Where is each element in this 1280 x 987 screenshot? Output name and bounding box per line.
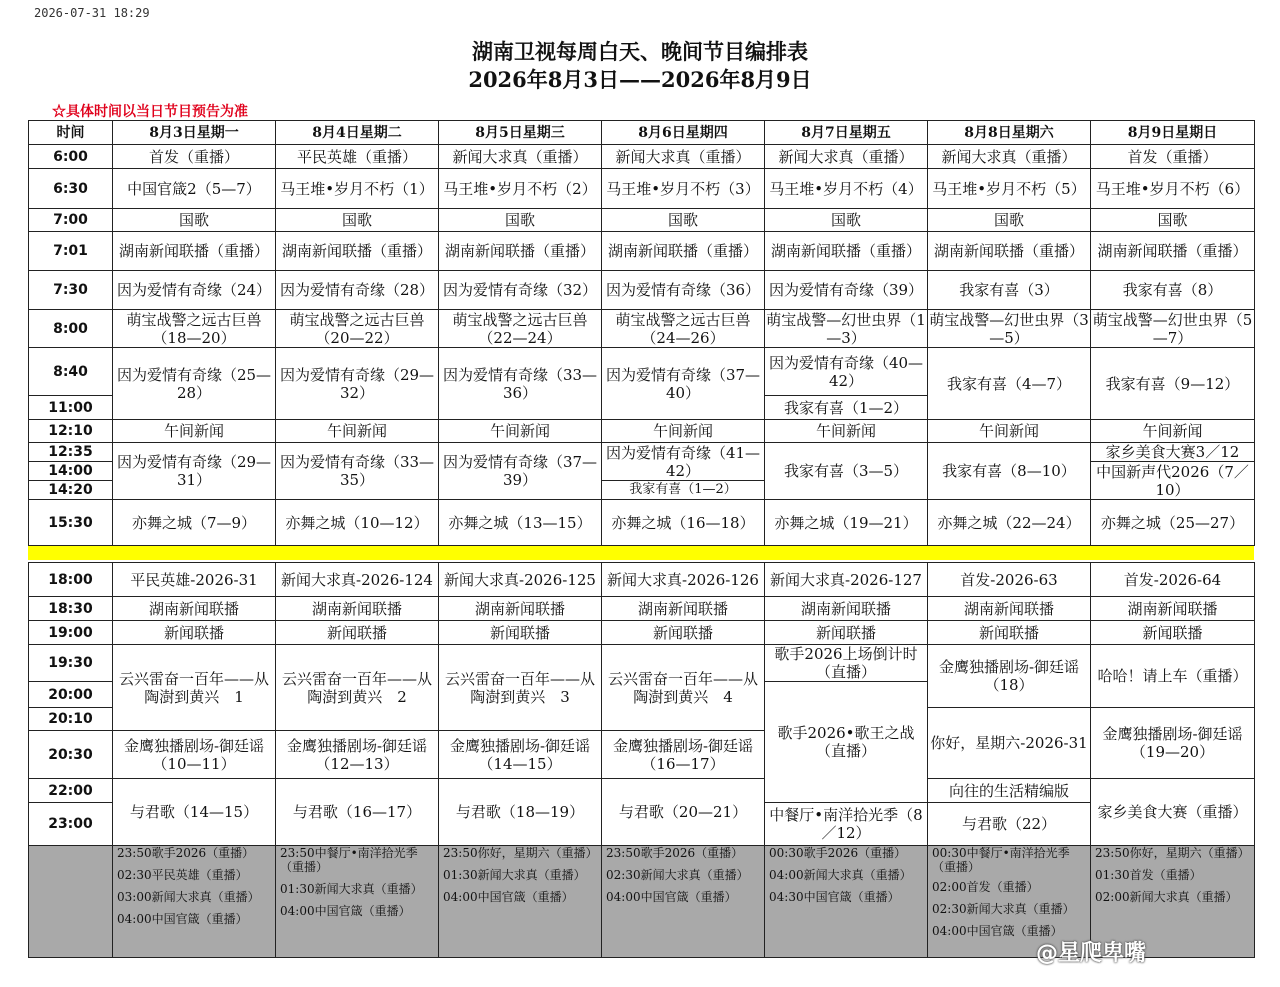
program-cell: 因为爱情有奇缘（41—42） — [602, 443, 765, 481]
program-cell: 因为爱情有奇缘（29—32） — [276, 348, 439, 420]
program-cell: 午间新闻 — [928, 420, 1091, 443]
late-night-entry: 04:30中国官箴（重播） — [769, 890, 900, 904]
program-cell: 中餐厅•南洋拾光季（8／12） — [765, 803, 928, 846]
program-cell: 新闻大求真（重播） — [439, 145, 602, 169]
program-cell: 新闻联播 — [928, 621, 1091, 645]
program-cell: 新闻大求真-2026-126 — [602, 563, 765, 597]
program-cell: 国歌 — [1091, 209, 1255, 232]
time-cell: 7:30 — [29, 271, 113, 310]
table-row — [29, 500, 1255, 546]
program-cell: 歌手2026上场倒计时（直播） — [765, 645, 928, 682]
late-night-entry: 04:00中国官箴（重播） — [443, 890, 574, 904]
program-cell: 因为爱情有奇缘（40—42） — [765, 348, 928, 396]
program-cell: 你好，星期六-2026-31 — [928, 708, 1091, 779]
program-cell: 萌宝战警之远古巨兽（18—20） — [113, 310, 276, 348]
late-night-entry: 00:30中餐厅•南洋拾光季（重播） — [932, 846, 1070, 874]
program-cell: 新闻联播 — [765, 621, 928, 645]
program-cell: 我家有喜（1—2） — [765, 396, 928, 420]
program-cell: 与君歌（20—21） — [602, 779, 765, 846]
program-cell: 马王堆•岁月不朽（4） — [765, 169, 928, 209]
time-cell: 18:00 — [29, 563, 113, 597]
time-cell: 6:00 — [29, 145, 113, 169]
program-cell: 首发-2026-64 — [1091, 563, 1255, 597]
program-cell: 国歌 — [602, 209, 765, 232]
program-cell: 云兴雷奋一百年——从陶澍到黄兴 4 — [602, 645, 765, 731]
program-cell: 亦舞之城（22—24） — [928, 500, 1091, 546]
program-cell: 马王堆•岁月不朽（3） — [602, 169, 765, 209]
late-night-entry: 02:00新闻大求真（重播） — [1095, 890, 1238, 904]
table-row — [29, 271, 1255, 310]
program-cell: 湖南新闻联播（重播） — [439, 232, 602, 271]
time-cell: 14:20 — [29, 481, 113, 500]
program-cell: 新闻大求真-2026-125 — [439, 563, 602, 597]
program-cell: 金鹰独播剧场-御廷谣（18） — [928, 645, 1091, 708]
program-cell: 亦舞之城（7—9） — [113, 500, 276, 546]
program-cell: 午间新闻 — [1091, 420, 1255, 443]
table-row — [29, 348, 1255, 396]
late-night-entry: 02:00首发（重播） — [932, 880, 1039, 894]
late-night-entry: 04:00中国官箴（重播） — [117, 912, 248, 926]
table-row — [29, 145, 1255, 169]
divider-bar — [28, 546, 1254, 560]
program-cell: 萌宝战警—幻世虫界（5—7） — [1091, 310, 1255, 348]
program-cell: 午间新闻 — [602, 420, 765, 443]
watermark: @星爬卑嘴 — [1036, 941, 1147, 966]
program-cell: 金鹰独播剧场-御廷谣（16—17） — [602, 731, 765, 779]
time-cell: 22:00 — [29, 779, 113, 803]
day-header: 8月7日星期五 — [765, 121, 928, 145]
program-cell: 中国新声代2026（7／10） — [1091, 462, 1255, 500]
program-cell: 因为爱情有奇缘（33—36） — [439, 348, 602, 420]
table-row — [29, 232, 1255, 271]
program-cell: 因为爱情有奇缘（32） — [439, 271, 602, 310]
program-cell: 亦舞之城（10—12） — [276, 500, 439, 546]
table-row — [29, 310, 1255, 348]
late-night-entry: 23:50你好，星期六（重播） — [1095, 846, 1250, 860]
program-cell: 我家有喜（1—2） — [602, 481, 765, 500]
late-night-entry: 00:30歌手2026（重播） — [769, 846, 907, 860]
time-cell: 20:10 — [29, 708, 113, 731]
program-cell: 家乡美食大赛（重播） — [1091, 779, 1255, 846]
program-cell: 我家有喜（8—10） — [928, 443, 1091, 500]
program-cell: 金鹰独播剧场-御廷谣（10—11） — [113, 731, 276, 779]
program-cell: 湖南新闻联播（重播） — [276, 232, 439, 271]
program-cell: 金鹰独播剧场-御廷谣（19—20） — [1091, 708, 1255, 779]
page-title: 湖南卫视每周白天、晚间节目编排表 — [472, 39, 808, 64]
program-cell: 金鹰独播剧场-御廷谣（14—15） — [439, 731, 602, 779]
header-row — [29, 121, 1255, 145]
program-cell: 午间新闻 — [113, 420, 276, 443]
time-cell: 11:00 — [29, 396, 113, 420]
table-row — [29, 597, 1255, 621]
program-cell: 新闻联播 — [602, 621, 765, 645]
day-header: 8月4日星期二 — [276, 121, 439, 145]
program-cell: 因为爱情有奇缘（39） — [765, 271, 928, 310]
late-night-cell — [113, 846, 276, 958]
late-night-cell — [439, 846, 602, 958]
time-cell: 8:40 — [29, 348, 113, 396]
program-cell: 新闻大求真-2026-127 — [765, 563, 928, 597]
program-cell: 萌宝战警之远古巨兽（22—24） — [439, 310, 602, 348]
program-cell: 湖南新闻联播（重播） — [602, 232, 765, 271]
program-cell: 湖南新闻联播（重播） — [1091, 232, 1255, 271]
late-night-cell — [276, 846, 439, 958]
late-night-cell — [602, 846, 765, 958]
table-row — [29, 621, 1255, 645]
program-cell: 湖南新闻联播 — [439, 597, 602, 621]
table-row — [29, 645, 1255, 682]
program-cell: 与君歌（22） — [928, 803, 1091, 846]
late-night-entry: 23:50歌手2026（重播） — [117, 846, 255, 860]
program-cell: 亦舞之城（16—18） — [602, 500, 765, 546]
program-cell: 因为爱情有奇缘（37—40） — [602, 348, 765, 420]
program-cell: 我家有喜（4—7） — [928, 348, 1091, 420]
table-row — [29, 563, 1255, 597]
program-cell: 马王堆•岁月不朽（2） — [439, 169, 602, 209]
program-cell: 中国官箴2（5—7） — [113, 169, 276, 209]
timestamp: 2026-07-31 18:29 — [34, 6, 150, 20]
program-cell: 国歌 — [928, 209, 1091, 232]
evening-schedule-table — [28, 562, 1255, 958]
program-cell: 午间新闻 — [439, 420, 602, 443]
late-night-entry: 01:30新闻大求真（重播） — [280, 882, 423, 896]
program-cell: 马王堆•岁月不朽（1） — [276, 169, 439, 209]
program-cell: 歌手2026•歌王之战（直播） — [765, 682, 928, 803]
program-cell: 新闻大求真-2026-124 — [276, 563, 439, 597]
table-row — [29, 443, 1255, 462]
program-cell: 哈哈！请上车（重播） — [1091, 645, 1255, 708]
time-cell: 14:00 — [29, 462, 113, 481]
program-cell: 与君歌（16—17） — [276, 779, 439, 846]
program-cell: 萌宝战警—幻世虫界（3—5） — [929, 310, 1089, 347]
program-cell: 因为爱情有奇缘（36） — [602, 271, 765, 310]
program-cell: 马王堆•岁月不朽（6） — [1091, 169, 1255, 209]
time-header: 时间 — [29, 121, 113, 145]
program-cell: 向往的生活精编版 — [928, 779, 1091, 803]
program-cell: 湖南新闻联播（重播） — [113, 232, 276, 271]
program-cell: 因为爱情有奇缘（29—31） — [113, 443, 276, 500]
daytime-schedule-table — [28, 120, 1255, 546]
date-range: 2026年8月3日——2026年8月9日 — [468, 67, 812, 92]
program-cell: 萌宝战警之远古巨兽（20—22） — [276, 310, 439, 348]
program-cell: 云兴雷奋一百年——从陶澍到黄兴 1 — [113, 645, 276, 731]
late-night-entry: 01:30首发（重播） — [1095, 868, 1202, 882]
time-cell: 18:30 — [29, 597, 113, 621]
late-night-entry: 03:00新闻大求真（重播） — [117, 890, 260, 904]
program-cell: 因为爱情有奇缘（33—35） — [276, 443, 439, 500]
time-cell: 20:00 — [29, 682, 113, 708]
program-cell: 新闻大求真（重播） — [765, 145, 928, 169]
program-cell: 新闻大求真（重播） — [928, 145, 1091, 169]
program-cell: 因为爱情有奇缘（25—28） — [113, 348, 276, 420]
late-night-entry: 01:30新闻大求真（重播） — [443, 868, 586, 882]
day-header: 8月3日星期一 — [113, 121, 276, 145]
program-cell: 云兴雷奋一百年——从陶澍到黄兴 3 — [439, 645, 602, 731]
program-cell: 亦舞之城（13—15） — [439, 500, 602, 546]
program-cell: 湖南新闻联播 — [113, 597, 276, 621]
program-cell: 湖南新闻联播 — [276, 597, 439, 621]
time-cell: 19:00 — [29, 621, 113, 645]
program-cell: 国歌 — [113, 209, 276, 232]
program-cell: 湖南新闻联播 — [765, 597, 928, 621]
late-night-entry: 23:50中餐厅•南洋拾光季（重播） — [280, 846, 418, 874]
schedule-note: ☆具体时间以当日节目预告为准 — [52, 104, 248, 120]
program-cell: 平民英雄-2026-31 — [113, 563, 276, 597]
late-night-cell — [765, 846, 928, 958]
program-cell: 我家有喜（3） — [928, 271, 1091, 310]
program-cell: 新闻联播 — [439, 621, 602, 645]
time-cell: 19:30 — [29, 645, 113, 682]
program-cell: 首发（重播） — [113, 145, 276, 169]
time-cell: 8:00 — [29, 310, 113, 348]
table-row — [29, 420, 1255, 443]
late-night-entry: 04:00新闻大求真（重播） — [769, 868, 912, 882]
program-cell: 我家有喜（3—5） — [765, 443, 928, 500]
late-night-entry: 04:00中国官箴（重播） — [280, 904, 411, 918]
table-row — [29, 169, 1255, 209]
time-cell: 12:10 — [29, 420, 113, 443]
time-cell: 7:01 — [29, 232, 113, 271]
program-cell: 湖南新闻联播（重播） — [928, 232, 1091, 271]
day-header: 8月8日星期六 — [928, 121, 1091, 145]
program-cell: 湖南新闻联播 — [602, 597, 765, 621]
program-cell: 家乡美食大赛3／12 — [1091, 443, 1255, 462]
program-cell: 湖南新闻联播（重播） — [765, 232, 928, 271]
late-night-entry: 02:30平民英雄（重播） — [117, 868, 248, 882]
program-cell: 金鹰独播剧场-御廷谣（12—13） — [276, 731, 439, 779]
time-cell: 12:35 — [29, 443, 113, 462]
time-cell: 23:00 — [29, 803, 113, 846]
program-cell: 萌宝战警—幻世虫界（1—3） — [766, 310, 926, 347]
program-cell: 因为爱情有奇缘（24） — [113, 271, 276, 310]
program-cell: 湖南新闻联播 — [928, 597, 1091, 621]
time-cell: 6:30 — [29, 169, 113, 209]
table-row — [29, 779, 1255, 803]
program-cell: 我家有喜（8） — [1091, 271, 1255, 310]
time-cell: 20:30 — [29, 731, 113, 779]
program-cell: 湖南新闻联播 — [1091, 597, 1255, 621]
program-cell: 国歌 — [276, 209, 439, 232]
program-cell: 新闻联播 — [1091, 621, 1255, 645]
program-cell: 亦舞之城（19—21） — [765, 500, 928, 546]
program-cell: 因为爱情有奇缘（28） — [276, 271, 439, 310]
program-cell: 因为爱情有奇缘（37—39） — [439, 443, 602, 500]
day-header: 8月5日星期三 — [439, 121, 602, 145]
table-row — [29, 209, 1255, 232]
program-cell: 首发（重播） — [1091, 145, 1255, 169]
late-night-entry: 23:50歌手2026（重播） — [606, 846, 744, 860]
program-cell: 首发-2026-63 — [928, 563, 1091, 597]
late-night-entry: 23:50你好，星期六（重播） — [443, 846, 598, 860]
program-cell: 午间新闻 — [765, 420, 928, 443]
time-cell: 15:30 — [29, 500, 113, 546]
time-cell: 7:00 — [29, 209, 113, 232]
program-cell: 午间新闻 — [276, 420, 439, 443]
late-night-entry: 04:00中国官箴（重播） — [606, 890, 737, 904]
program-cell: 国歌 — [765, 209, 928, 232]
program-cell: 新闻大求真（重播） — [602, 145, 765, 169]
day-header: 8月6日星期四 — [602, 121, 765, 145]
late-night-entry: 02:30新闻大求真（重播） — [932, 902, 1075, 916]
program-cell: 马王堆•岁月不朽（5） — [928, 169, 1091, 209]
day-header: 8月9日星期日 — [1091, 121, 1255, 145]
program-cell: 新闻联播 — [276, 621, 439, 645]
program-cell: 新闻联播 — [113, 621, 276, 645]
late-night-entry: 02:30新闻大求真（重播） — [606, 868, 749, 882]
program-cell: 国歌 — [439, 209, 602, 232]
program-cell: 与君歌（18—19） — [439, 779, 602, 846]
program-cell: 萌宝战警之远古巨兽（24—26） — [602, 310, 765, 348]
program-cell: 云兴雷奋一百年——从陶澍到黄兴 2 — [276, 645, 439, 731]
program-cell: 我家有喜（9—12） — [1091, 348, 1255, 420]
late-night-time-cell — [29, 846, 113, 958]
program-cell: 与君歌（14—15） — [113, 779, 276, 846]
program-cell: 平民英雄（重播） — [276, 145, 439, 169]
late-night-entry: 04:00中国官箴（重播） — [932, 924, 1063, 938]
program-cell: 亦舞之城（25—27） — [1091, 500, 1255, 546]
